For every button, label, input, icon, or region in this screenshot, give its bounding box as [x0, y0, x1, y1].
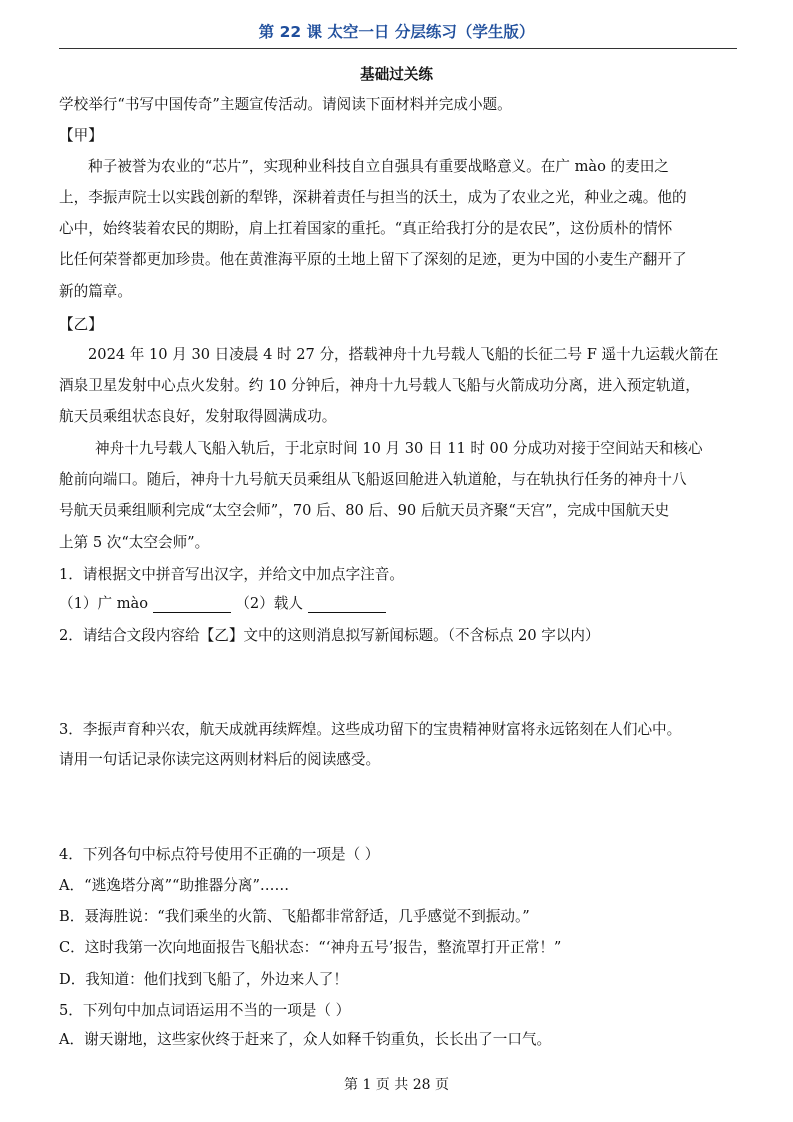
material-a-line: 上，李振声院士以实践创新的犁铧，深耕着责任与担当的沃土，成为了农业之光，种业之魂。他的 — [59, 189, 687, 206]
material-b-line: 号航天员乘组顺利完成“太空会师”，70 后、80 后、90 后航天员齐聚“天宫”，完成中国航天史 — [59, 502, 670, 519]
material-a-line: 种子被誉为农业的“芯片”，实现种业科技自立自强具有重要战略意义。在广 mào 的麦田之 — [88, 158, 669, 175]
intro-text: 学校举行“书写中国传奇”主题宣传活动。请阅读下面材料并完成小题。 — [59, 96, 512, 113]
title-divider — [59, 48, 737, 49]
question-4-option-d: D．我知道：他们找到飞船了，外边来人了！ — [59, 971, 348, 988]
material-b-line: 2024 年 10 月 30 日凌晨 4 时 27 分，搭载神舟十九号载人飞船的长征二号 F 遥十九运载火箭在 — [88, 346, 719, 363]
question-4: 4．下列各句中标点符号使用不正确的一项是（ ） — [59, 846, 380, 863]
material-b-line: 舱前向端口。随后，神舟十九号航天员乘组从飞船返回舱进入轨道舱，与在轨执行任务的神舟十八 — [59, 471, 687, 488]
section-title: 基础过关练 — [360, 66, 433, 83]
material-a-line: 比任何荣誉都更加珍贵。他在黄淮海平原的土地上留下了深刻的足迹，更为中国的小麦生产翻开了 — [59, 251, 687, 268]
question-2: 2．请结合文段内容给【乙】文中的这则消息拟写新闻标题。（不含标点 20 字以内） — [59, 627, 600, 644]
question-5-option-a: A．谢天谢地，这些家伙终于赶来了，众人如释千钧重负，长长出了一口气。 — [59, 1031, 552, 1048]
material-a-line: 心中，始终装着农民的期盼，肩上扛着国家的重托。“真正给我打分的是农民”，这份质朴的情怀 — [59, 220, 673, 237]
question-4-option-a: A．“逃逸塔分离”“助推器分离”…… — [59, 877, 290, 894]
answer-blank-2[interactable] — [308, 597, 386, 613]
question-5: 5．下列句中加点词语运用不当的一项是（ ） — [59, 1002, 351, 1019]
material-b-label: 【乙】 — [59, 316, 103, 333]
question-1-answers — [59, 592, 386, 613]
material-a-label: 【甲】 — [59, 127, 103, 144]
material-a-line: 新的篇章。 — [59, 283, 132, 300]
question-4-option-c: C．这时我第一次向地面报告飞船状态：“‘神舟五号’报告，整流罩打开正常！” — [59, 939, 562, 956]
question-3-line: 3．李振声育种兴农，航天成就再续辉煌。这些成功留下的宝贵精神财富将永远铭刻在人们心中。 — [59, 721, 682, 738]
question-3-line: 请用一句话记录你读完这两则材料后的阅读感受。 — [59, 751, 381, 768]
material-b-line: 酒泉卫星发射中心点火发射。约 10 分钟后，神舟十九号载人飞船与火箭成功分离，进入预定轨道， — [59, 377, 700, 394]
question-1: 1．请根据文中拼音写出汉字，并给文中加点字注音。 — [59, 566, 404, 583]
material-b-line: 上第 5 次“太空会师”。 — [59, 534, 210, 551]
material-b-line: 航天员乘组状态良好，发射取得圆满成功。 — [59, 408, 337, 425]
page-footer: 第 1 页 共 28 页 — [344, 1077, 449, 1093]
document-title: 第 22 课 太空一日 分层练习（学生版） — [258, 23, 535, 41]
question-1b-label: （2）载人 — [235, 595, 303, 612]
answer-blank-1[interactable] — [153, 597, 231, 613]
question-1a-label: （1）广 mào — [59, 595, 149, 612]
question-4-option-b: B．聂海胜说：“我们乘坐的火箭、飞船都非常舒适，几乎感觉不到振动。” — [59, 908, 530, 925]
material-b-line: 神舟十九号载人飞船入轨后，于北京时间 10 月 30 日 11 时 00 分成功对接于空间站天和核心 — [95, 440, 703, 457]
